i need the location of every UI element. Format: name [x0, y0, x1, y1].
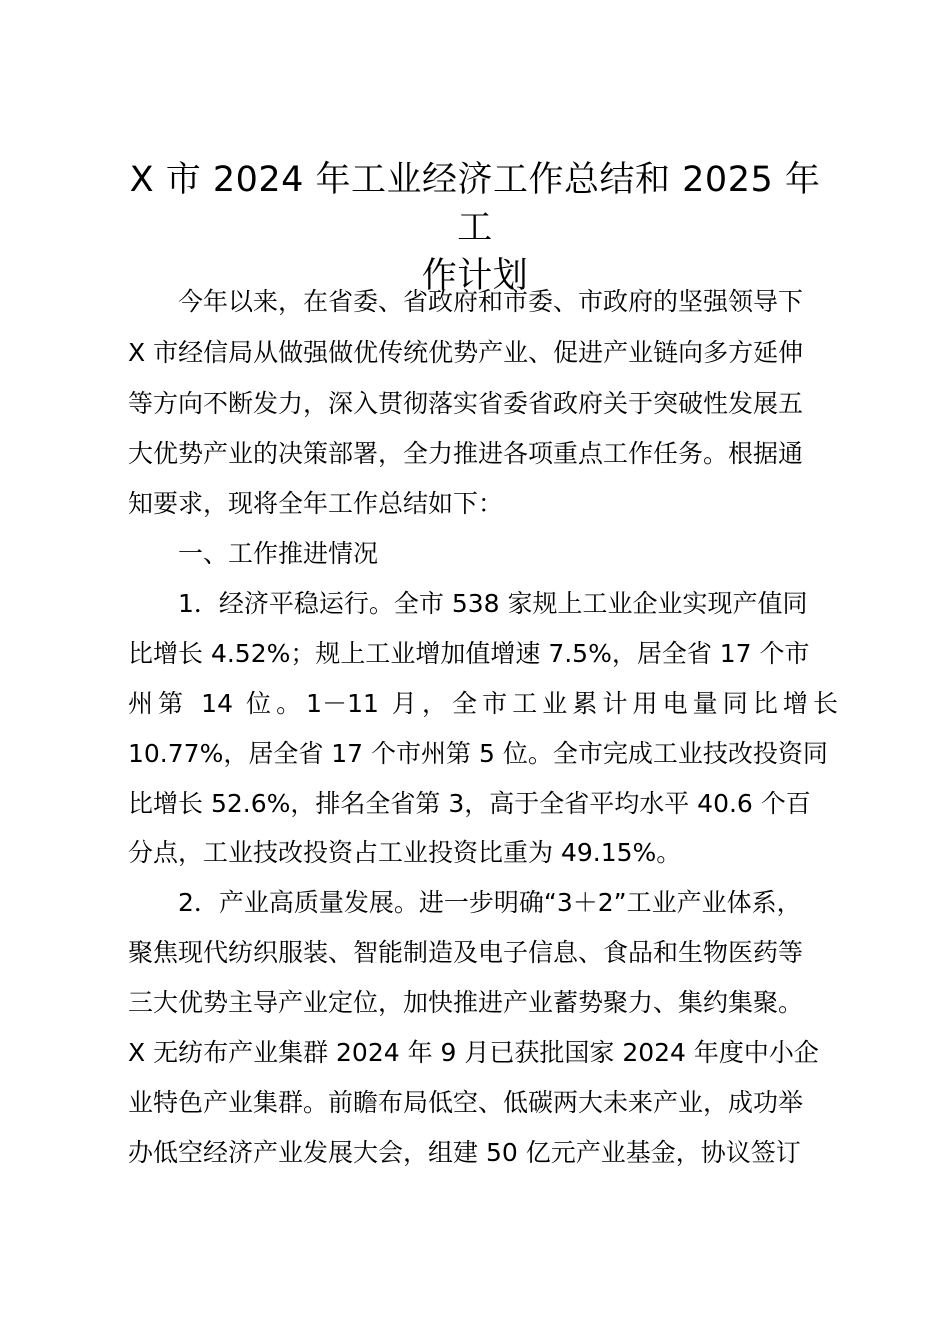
paragraph-line: 业特色产业集群。前瞻布局低空、低碳两大未来产业，成功举: [128, 1088, 804, 1117]
title-line-2: 作计划: [421, 256, 529, 296]
paragraph-line: 分点，工业技改投资占工业投资比重为 49.15%。: [128, 838, 682, 867]
paragraph-line: 2．产业高质量发展。进一步明确“3＋2”工业产业体系，: [178, 888, 802, 917]
title-line-1: X 市 2024 年工业经济工作总结和 2025 年工: [129, 160, 821, 248]
paragraph-line: 办低空经济产业发展大会，组建 50 亿元产业基金，协议签订: [128, 1138, 801, 1167]
paragraph-line: 1．经济平稳运行。全市 538 家规上工业企业实现产值同: [178, 589, 808, 618]
paragraph-line: 州第 14 位。1－11 月，全市工业累计用电量同比增长: [128, 689, 838, 718]
paragraph-line: 10.77%，居全省 17 个市州第 5 位。全市完成工业技改投资同: [128, 739, 828, 768]
paragraph-line: X 市经信局从做强做优传统优势产业、促进产业链向多方延伸: [128, 338, 804, 367]
paragraph-line: 聚焦现代纺织服装、智能制造及电子信息、食品和生物医药等: [128, 938, 804, 967]
paragraph-line: 三大优势主导产业定位，加快推进产业蓄势聚力、集约集聚。: [128, 988, 804, 1017]
paragraph-line: 等方向不断发力，深入贯彻落实省委省政府关于突破性发展五: [128, 389, 804, 418]
paragraph-line: 比增长 4.52%；规上工业增加值增速 7.5%，居全省 17 个市: [128, 639, 810, 668]
paragraph-line: X 无纺布产业集群 2024 年 9 月已获批国家 2024 年度中小企: [128, 1038, 819, 1067]
section-heading: 一、工作推进情况: [178, 539, 379, 568]
paragraph-line: 今年以来，在省委、省政府和市委、市政府的坚强领导下: [178, 287, 804, 316]
paragraph-line: 大优势产业的决策部署，全力推进各项重点工作任务。根据通: [128, 439, 804, 468]
paragraph-line: 知要求，现将全年工作总结如下：: [128, 489, 504, 518]
paragraph-line: 比增长 52.6%，排名全省第 3，高于全省平均水平 40.6 个百: [128, 789, 811, 818]
